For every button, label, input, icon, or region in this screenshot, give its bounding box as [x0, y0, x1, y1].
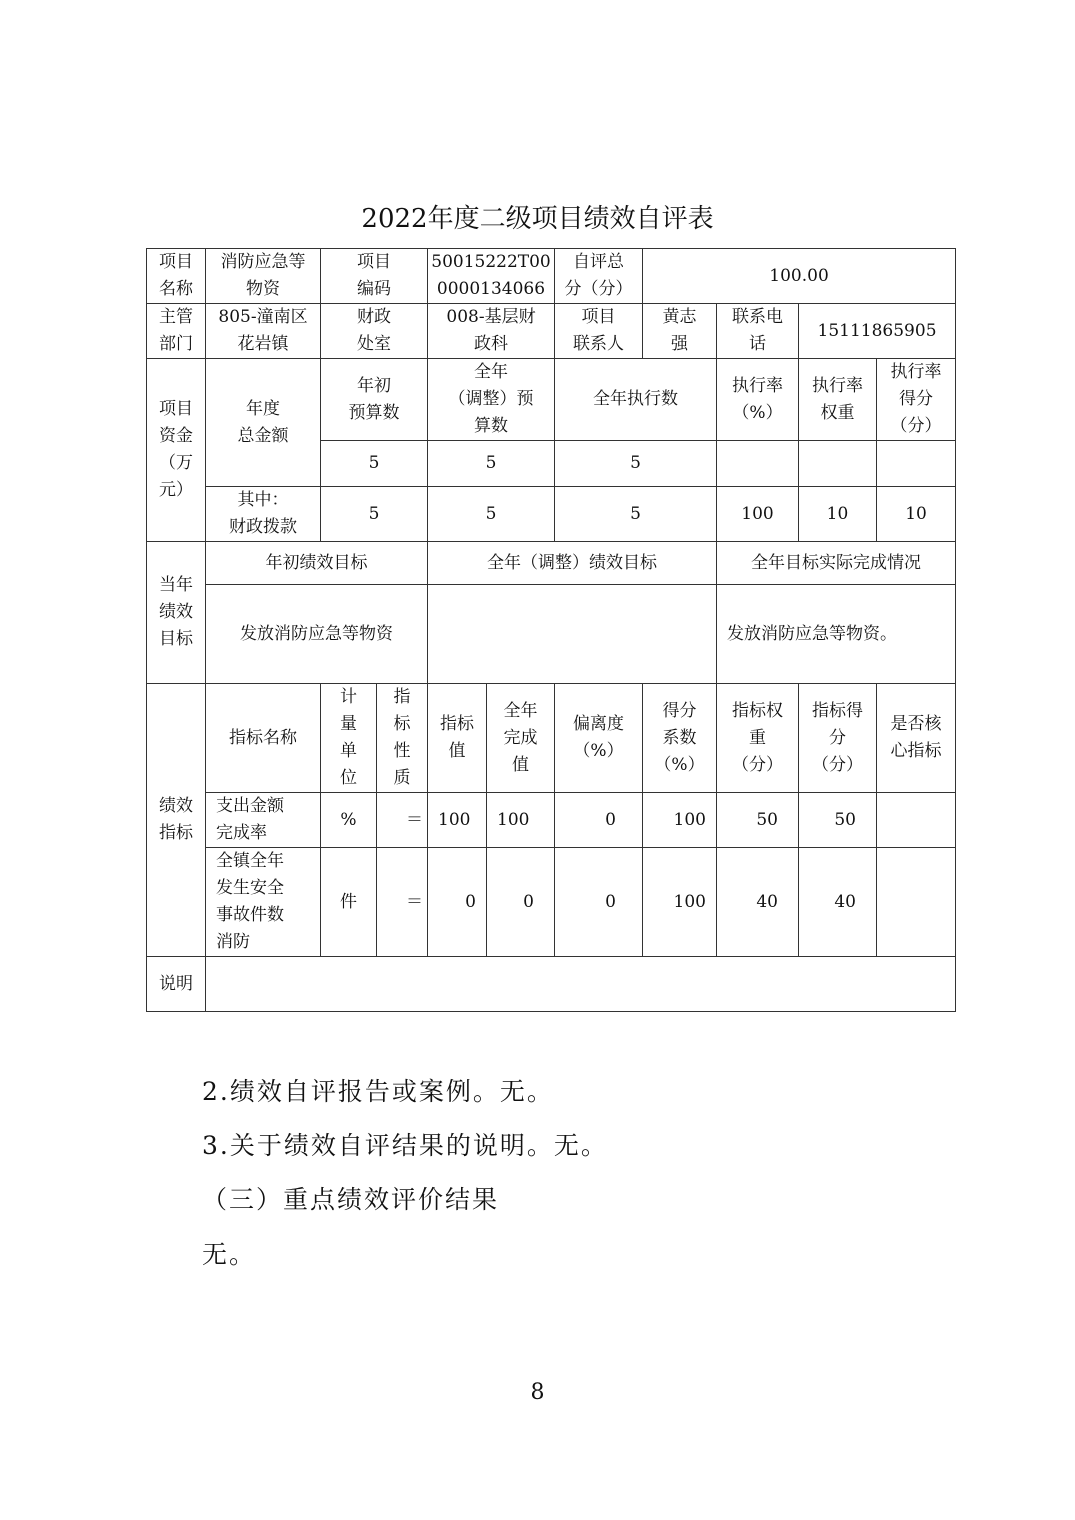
- funds-adjusted-header: 全年 （调整）预 算数: [448, 362, 534, 436]
- table-row: [147, 957, 956, 1012]
- note-label: 说明: [159, 973, 193, 994]
- goals-initial-header: 年初绩效目标: [265, 552, 368, 573]
- ind-header-weight: 指标权 重 （分）: [732, 700, 783, 775]
- ind-coef: 100: [673, 891, 706, 912]
- performance-table: [146, 248, 956, 1012]
- funds-fiscal-weight: 10: [826, 503, 849, 524]
- ind-header-unit: 计 量 单 位: [340, 687, 357, 788]
- table-row: [147, 848, 956, 957]
- funds-fiscal-executed: 5: [630, 503, 641, 524]
- paragraph-report: 2.绩效自评报告或案例。无。: [202, 1077, 554, 1106]
- ind-unit: %: [340, 809, 357, 830]
- self-score-value: 100.00: [769, 265, 829, 286]
- goals-actual-header: 全年目标实际完成情况: [751, 552, 922, 573]
- ind-deviation: 0: [605, 809, 616, 830]
- ind-coef: 100: [673, 809, 706, 830]
- ind-score: 50: [834, 809, 856, 830]
- ind-deviation: 0: [605, 891, 616, 912]
- table-row: [147, 793, 956, 848]
- section-heading: （三）重点绩效评价结果: [202, 1185, 500, 1214]
- funds-total-adjusted: 5: [485, 453, 497, 473]
- funds-fiscal-adjusted: 5: [485, 503, 497, 524]
- self-score-label: 自评总 分（分）: [564, 252, 633, 299]
- funds-section-label: 项目 资金 （万 元）: [159, 399, 193, 500]
- ind-header-score: 指标得 分 （分）: [812, 700, 863, 775]
- ind-unit: 件: [340, 891, 357, 912]
- ind-header-deviation: 偏离度 （%）: [573, 714, 624, 761]
- ind-header-completed: 全年 完成 值: [503, 700, 538, 775]
- funds-initial-header: 年初 预算数: [348, 375, 400, 423]
- ind-nature: ＝: [406, 809, 423, 830]
- page-number: 8: [530, 1380, 545, 1405]
- paragraph-result-note: 3.关于绩效自评结果的说明。无。: [202, 1131, 608, 1160]
- funds-total-header: 年度 总金额: [237, 398, 289, 446]
- ind-value: 100: [438, 809, 471, 830]
- page-title: 2022年度二级项目绩效自评表: [361, 204, 714, 234]
- project-name-value: 消防应急等 物资: [220, 252, 306, 299]
- table-row: [147, 249, 956, 304]
- ind-weight: 50: [756, 809, 778, 830]
- goals-actual-value: 发放消防应急等物资。: [727, 623, 897, 644]
- project-name-label: 项目 名称: [159, 252, 193, 299]
- ind-header-value: 指标 值: [440, 714, 474, 761]
- ind-score: 40: [834, 891, 856, 912]
- table-row: [147, 542, 956, 585]
- ind-header-nature: 指 标 性 质: [393, 687, 411, 788]
- dept-value: 805-潼南区 花岩镇: [218, 307, 308, 354]
- goals-initial-value: 发放消防应急等物资: [240, 623, 393, 644]
- table-row: [147, 585, 956, 684]
- ind-completed: 100: [497, 809, 530, 830]
- funds-total-executed: 5: [630, 453, 641, 473]
- goals-adjusted-header: 全年（调整）绩效目标: [487, 552, 657, 573]
- table-row: [147, 487, 956, 542]
- project-code-value: 50015222T00 0000134066: [431, 252, 551, 299]
- ind-weight: 40: [756, 891, 778, 912]
- ind-nature: ＝: [406, 891, 423, 912]
- ind-value: 0: [465, 891, 476, 912]
- ind-header-name: 指标名称: [229, 727, 297, 748]
- ind-name: 全镇全年 发生安全 事故件数 消防: [216, 851, 284, 952]
- ind-header-coef: 得分 系数 （%）: [654, 700, 705, 775]
- finance-office-value: 008-基层财 政科: [446, 307, 536, 354]
- funds-fiscal-rate: 100: [741, 503, 774, 524]
- funds-total-initial: 5: [368, 453, 380, 473]
- paragraph-none: 无。: [202, 1240, 257, 1269]
- contact-value: 黄志 强: [662, 307, 697, 354]
- finance-office-label: 财政 处室: [357, 307, 391, 354]
- funds-fiscal-label: 其中： 财政拨款: [229, 490, 297, 537]
- funds-weight-header: 执行率 权重: [812, 375, 863, 423]
- funds-score-header: 执行率 得分 （分）: [890, 362, 942, 436]
- dept-label: 主管 部门: [159, 307, 193, 354]
- project-code-label: 项目 编码: [357, 252, 391, 299]
- funds-fiscal-score: 10: [905, 503, 927, 524]
- table-row: [147, 684, 956, 793]
- indicators-section-label: 绩效 指标: [159, 796, 193, 843]
- funds-rate-header: 执行率 （%）: [732, 375, 783, 423]
- funds-executed-header: 全年执行数: [593, 389, 678, 409]
- ind-name: 支出金额 完成率: [216, 796, 284, 843]
- funds-fiscal-initial: 5: [368, 503, 380, 524]
- phone-label: 联系电 话: [732, 307, 783, 354]
- ind-header-core: 是否核 心指标: [890, 714, 942, 761]
- phone-value: 15111865905: [817, 320, 937, 341]
- table-row: [147, 359, 956, 441]
- table-row: [147, 304, 956, 359]
- contact-label: 项目 联系人: [573, 307, 624, 354]
- ind-completed: 0: [523, 891, 534, 912]
- goals-section-label: 当年 绩效 目标: [159, 575, 193, 649]
